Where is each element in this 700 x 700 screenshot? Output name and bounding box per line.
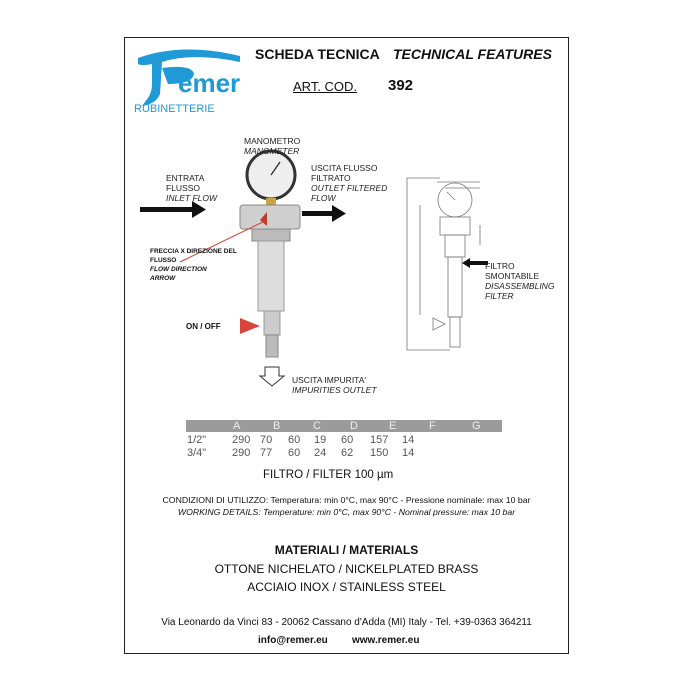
col-c: C xyxy=(313,420,321,432)
footer-web[interactable]: www.remer.eu xyxy=(352,635,420,646)
title-en: TECHNICAL FEATURES xyxy=(393,46,552,62)
label-filter: FILTER xyxy=(485,291,514,301)
row-size: 1/2" xyxy=(187,434,207,446)
col-g: G xyxy=(472,420,481,432)
cell: 150 xyxy=(370,447,389,459)
cell: 60 xyxy=(288,434,301,446)
materials-line-1: OTTONE NICHELATO / NICKELPLATED BRASS xyxy=(214,562,479,576)
remer-logo xyxy=(132,44,247,116)
conditions-en: WORKING DETAILS: Temperature: min 0°C, max 90°C - Nominal pressure: max 10 bar xyxy=(177,507,516,517)
conditions-it: CONDIZIONI DI UTILIZZO: Temperatura: min 0°C, max 90°C - Pressione nominale: max 10 bar xyxy=(162,495,531,505)
freccia-2: FLUSSO xyxy=(150,257,177,264)
flowdir-2: ARROW xyxy=(150,275,176,282)
cell: 60 xyxy=(341,434,354,446)
footer-email[interactable]: info@remer.eu xyxy=(258,635,328,646)
label-uscita: USCITA FLUSSO xyxy=(311,163,378,173)
label-entrata: ENTRATA xyxy=(166,173,205,183)
row-size: 3/4" xyxy=(187,447,207,459)
title-it: SCHEDA TECNICA xyxy=(255,46,380,62)
materials-title: MATERIALI / MATERIALS xyxy=(274,543,419,557)
art-code: 392 xyxy=(388,77,414,94)
col-a: A xyxy=(233,420,241,432)
label-impurita: USCITA IMPURITA' xyxy=(292,375,367,385)
col-f: F xyxy=(429,420,436,432)
cell: 24 xyxy=(314,447,327,459)
label-disassembling: DISASSEMBLING xyxy=(485,281,555,291)
col-e: E xyxy=(389,420,397,432)
flowdir-1: FLOW DIRECTION xyxy=(150,266,207,273)
label-manometro: MANOMETRO xyxy=(244,136,301,146)
col-d: D xyxy=(350,420,358,432)
cell: 290 xyxy=(232,447,251,459)
label-filtrato: FILTRATO xyxy=(311,173,351,183)
cell: 14 xyxy=(402,434,415,446)
label-flusso: FLUSSO xyxy=(166,183,201,193)
cell: 77 xyxy=(260,447,273,459)
filter-spec: FILTRO / FILTER 100 µm xyxy=(263,469,394,481)
cell: 290 xyxy=(232,434,251,446)
label-impurities: IMPURITIES OUTLET xyxy=(292,385,377,395)
cell: 62 xyxy=(341,447,354,459)
label-outlet-flow: FLOW xyxy=(311,193,336,203)
materials-line-2: ACCIAIO INOX / STAINLESS STEEL xyxy=(247,580,446,594)
label-outlet: OUTLET FILTERED xyxy=(311,183,388,193)
label-manometer: MANOMETER xyxy=(244,146,300,156)
cell: 70 xyxy=(260,434,273,446)
logo-subtitle: RUBINETTERIE xyxy=(134,103,215,115)
col-b: B xyxy=(273,420,281,432)
cell: 157 xyxy=(370,434,389,446)
inlet-arrow xyxy=(140,207,192,212)
label-flow-direction xyxy=(150,247,237,283)
cell: 19 xyxy=(314,434,327,446)
label-filtro: FILTRO xyxy=(485,261,515,271)
label-onoff: ON / OFF xyxy=(186,322,221,331)
cell: 60 xyxy=(288,447,301,459)
logo-word: emer xyxy=(178,68,241,98)
freccia-1: FRECCIA X DIREZIONE DEL xyxy=(150,248,237,255)
art-code-label: ART. COD. xyxy=(293,79,358,94)
label-smontabile: SMONTABILE xyxy=(485,271,540,281)
label-inlet: INLET FLOW xyxy=(166,193,218,203)
cell: 14 xyxy=(402,447,415,459)
footer-address: Via Leonardo da Vinci 83 - 20062 Cassano d'Adda (MI) Italy - Tel. +39-0363 364211 xyxy=(161,617,532,628)
